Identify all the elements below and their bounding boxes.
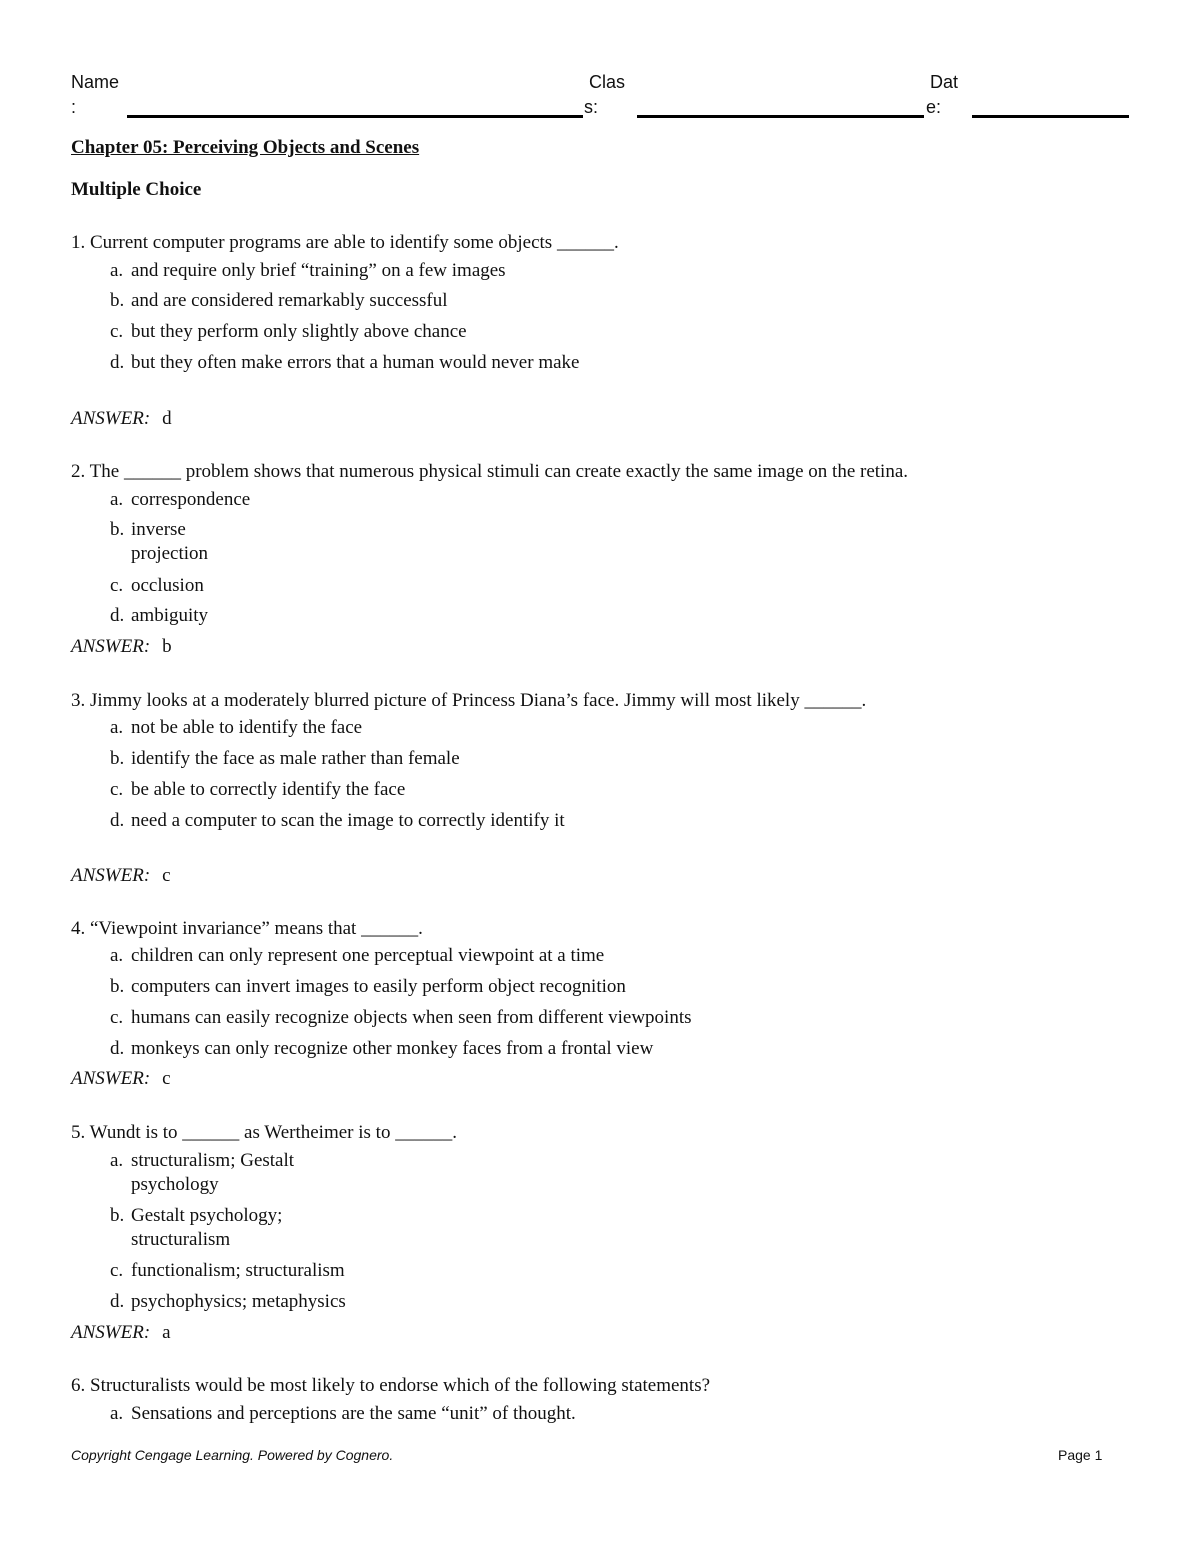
option-text: psychophysics; metaphysics [131, 1291, 346, 1312]
chapter-title: Chapter 05: Perceiving Objects and Scenes [71, 137, 420, 158]
answer-option [110, 1006, 692, 1030]
answer-option [110, 1037, 653, 1061]
question-stem: 5. Wundt is to ______ as Wertheimer is to ______. [71, 1122, 457, 1143]
option-text: structuralism; Gestalt psychology [131, 1150, 295, 1195]
answer-option [110, 1149, 331, 1197]
option-text: and require only brief “training” on a few images [131, 260, 506, 281]
answer-value: b [162, 636, 172, 657]
option-letter: c. [110, 1260, 124, 1281]
option-letter: a. [110, 1150, 124, 1171]
answer-value: a [162, 1322, 171, 1343]
date-label-suffix: e: [926, 97, 942, 117]
option-letter: a. [110, 260, 124, 281]
date-field-line[interactable] [972, 115, 1129, 118]
option-letter: c. [110, 779, 124, 800]
option-text: Sensations and perceptions are the same “unit” of thought. [131, 1403, 576, 1424]
answer-option [110, 809, 616, 833]
name-field-line[interactable] [127, 115, 583, 118]
option-text: need a computer to scan the image to correctly identify it [131, 810, 565, 831]
name-label-colon: : [71, 97, 77, 117]
option-text: children can only represent one perceptual viewpoint at a time [131, 945, 605, 966]
option-text: ambiguity [131, 605, 209, 626]
answer-option [110, 289, 448, 313]
answer-option [110, 716, 362, 740]
answer-option [110, 604, 208, 628]
answer-line [71, 1321, 171, 1345]
answer-line [71, 864, 171, 888]
option-letter: b. [110, 519, 125, 540]
answer-option [110, 1290, 346, 1314]
answer-option [110, 259, 506, 283]
option-letter: d. [110, 605, 125, 626]
answer-value: c [162, 865, 171, 886]
answer-label: ANSWER: [71, 636, 151, 657]
question-stem: 3. Jimmy looks at a moderately blurred picture of Princess Diana’s face. Jimmy will most likely ______. [71, 690, 867, 711]
answer-value: d [162, 408, 172, 429]
option-text: monkeys can only recognize other monkey faces from a frontal view [131, 1038, 654, 1059]
option-text: Gestalt psychology; structuralism [131, 1205, 283, 1250]
option-letter: b. [110, 976, 125, 997]
page-number: Page 1 [1058, 1447, 1103, 1463]
answer-line [71, 407, 172, 431]
option-letter: a. [110, 1403, 124, 1424]
class-label-suffix: s: [584, 97, 599, 117]
option-text: but they often make errors that a human would never make [131, 352, 580, 373]
name-label: Name [71, 72, 120, 92]
option-letter: d. [110, 352, 125, 373]
option-text: computers can invert images to easily perform object recognition [131, 976, 626, 997]
option-letter: b. [110, 1205, 125, 1226]
option-text: not be able to identify the face [131, 717, 363, 738]
option-text: occlusion [131, 575, 204, 596]
option-text: humans can easily recognize objects when seen from different viewpoints [131, 1007, 692, 1028]
option-text: and are considered remarkably successful [131, 290, 448, 311]
answer-option [110, 1204, 316, 1252]
answer-option [110, 1402, 576, 1426]
option-letter: a. [110, 945, 124, 966]
question-stem: 6. Structuralists would be most likely to endorse which of the following statements? [71, 1375, 711, 1396]
question-stem: 1. Current computer programs are able to identify some objects ______. [71, 232, 619, 253]
option-text: functionalism; structuralism [131, 1260, 345, 1281]
option-letter: c. [110, 1007, 124, 1028]
answer-label: ANSWER: [71, 1322, 151, 1343]
class-label: Clas [589, 72, 626, 92]
answer-option [110, 747, 460, 771]
question-stem: 2. The ______ problem shows that numerous physical stimuli can create exactly the same image on the retina. [71, 461, 909, 482]
option-letter: a. [110, 489, 124, 510]
class-field-line[interactable] [637, 115, 924, 118]
section-heading: Multiple Choice [71, 179, 202, 200]
option-letter: c. [110, 321, 124, 342]
question-stem: 4. “Viewpoint invariance” means that ______. [71, 918, 423, 939]
option-text: inverse projection [131, 519, 209, 564]
answer-label: ANSWER: [71, 1068, 151, 1089]
option-text: be able to correctly identify the face [131, 779, 406, 800]
answer-option [110, 320, 467, 344]
option-letter: a. [110, 717, 124, 738]
answer-line [71, 1067, 171, 1091]
answer-option [110, 518, 231, 566]
answer-option [110, 488, 250, 512]
answer-option [110, 1259, 345, 1283]
answer-option [110, 975, 626, 999]
option-letter: d. [110, 1038, 125, 1059]
answer-option [110, 351, 601, 375]
option-text: but they perform only slightly above chance [131, 321, 467, 342]
copyright-footer: Copyright Cengage Learning. Powered by Cognero. [71, 1447, 394, 1463]
option-letter: d. [110, 810, 125, 831]
answer-option [110, 574, 204, 598]
option-text: identify the face as male rather than female [131, 748, 460, 769]
answer-value: c [162, 1068, 171, 1089]
answer-option [110, 778, 405, 802]
option-letter: b. [110, 290, 125, 311]
answer-label: ANSWER: [71, 408, 151, 429]
option-letter: c. [110, 575, 124, 596]
date-label: Dat [930, 72, 959, 92]
option-text: correspondence [131, 489, 251, 510]
option-letter: b. [110, 748, 125, 769]
option-letter: d. [110, 1291, 125, 1312]
answer-label: ANSWER: [71, 865, 151, 886]
answer-line [71, 635, 172, 659]
answer-option [110, 944, 604, 968]
